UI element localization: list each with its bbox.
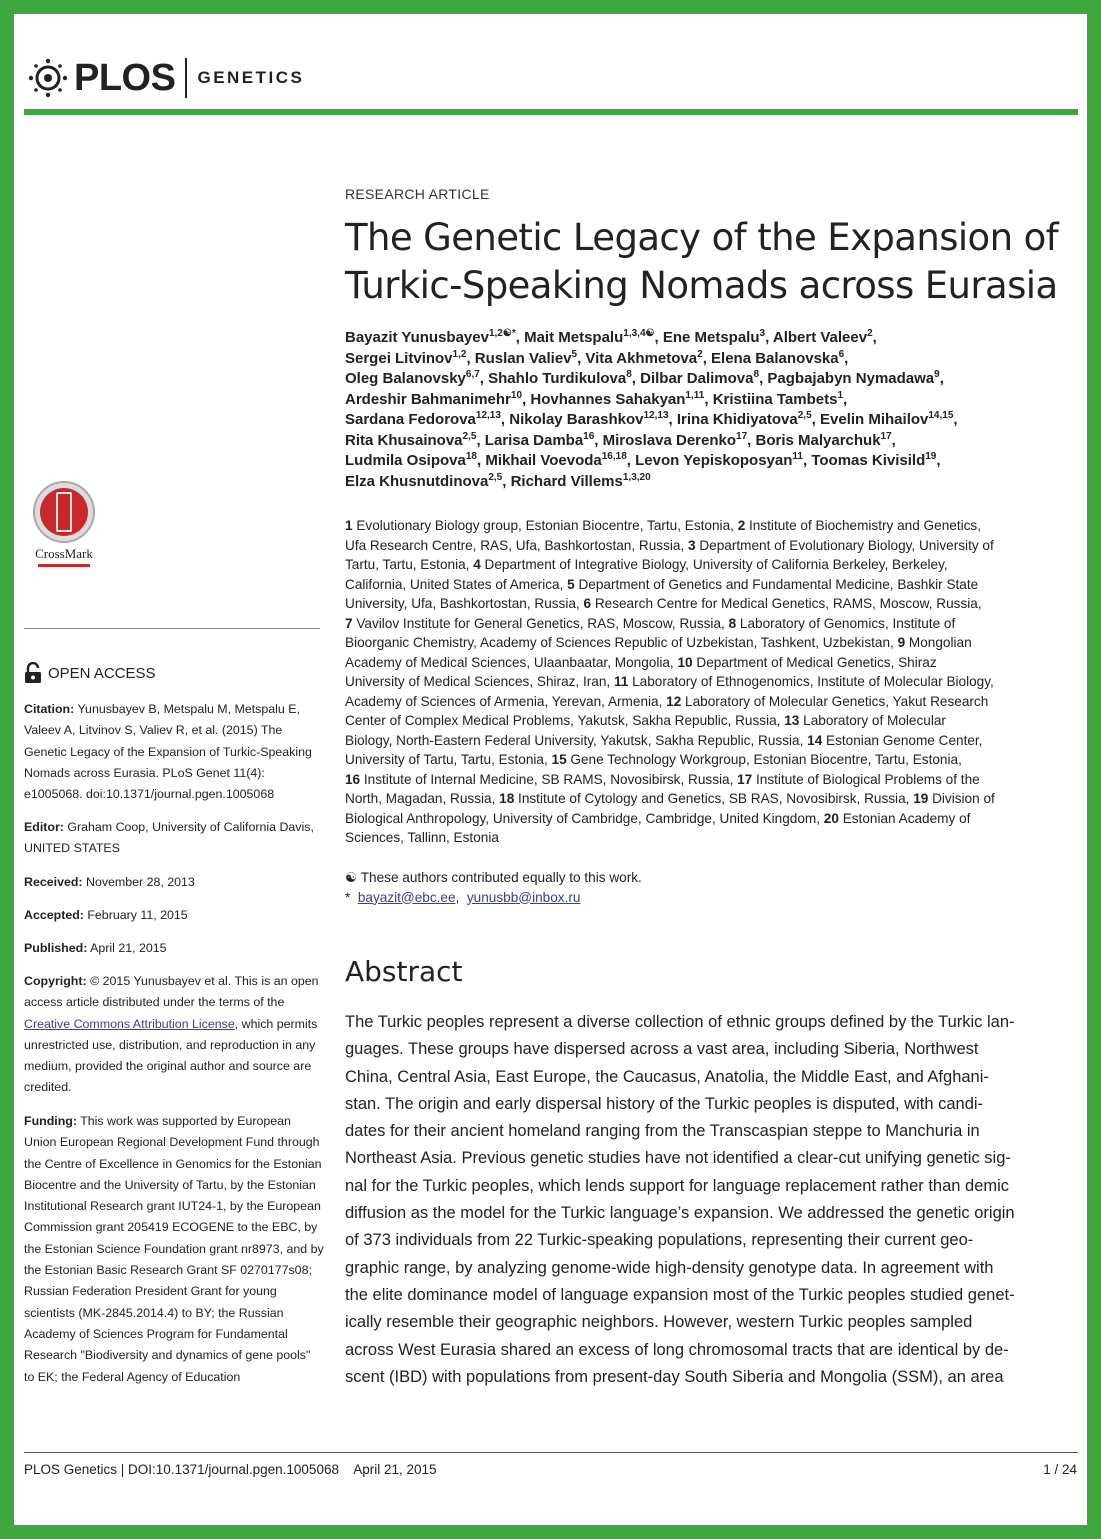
author-affiliation-marker: 10 — [510, 389, 523, 401]
author-name[interactable]: Elza Khusnutdinova$^{2,5}$ — [345, 471, 503, 490]
author-affiliation-marker: 17 — [880, 430, 892, 442]
abstract-line: Northeast Asia. Previous genetic studies have not identified a clear-cut unifying genetic sig- — [345, 1149, 1011, 1168]
author-affiliation-marker: 2,5 — [488, 471, 503, 483]
affiliation-line: 1 Evolutionary Biology group, Estonian Biocentre, Tartu, Estonia, 2 Institute of Biochemistry and Genetics, — [345, 518, 981, 533]
logo-divider — [185, 58, 187, 98]
author-list — [345, 328, 1077, 492]
author-name[interactable]: Vita Akhmetova$^2$ — [585, 348, 703, 367]
author-affiliation-marker: 1,2 — [452, 348, 467, 360]
abstract-line: nal for the Turkic peoples, which lends support for language replacement rather than demic — [345, 1176, 1010, 1195]
author-affiliation-marker: 2 — [697, 348, 703, 360]
journal-name: GENETICS — [197, 68, 305, 87]
author-affiliation-marker: 5 — [571, 348, 578, 360]
author-name[interactable]: Sardana Fedorova$^{12,13}$ — [345, 410, 501, 428]
affiliation-line: 16 Institute of Internal Medicine, SB RAMS, Novosibirsk, Russia, 17 Institute of Biological Problems of the — [345, 771, 980, 787]
author-name[interactable]: Levon Yepiskoposyan$^{11}$ — [635, 451, 803, 469]
author-name[interactable]: Bayazit Yunusbayev$^{1,2☯*}$ — [345, 328, 516, 346]
affiliation-line: Center of Complex Medical Problems, Yakutsk, Sakha Republic, Russia, 13 Laboratory of Molecular — [345, 713, 946, 728]
affiliation-line: Bioorganic Chemistry, Academy of Sciences Republic of Uzbekistan, Tashkent, Uzbekistan, 9 Mongolian — [345, 635, 972, 650]
author-line: Sergei Litvinov$^{1,2}$, Ruslan Valiev$^5$, Vita Akhmetova$^2$, Elena Balanovska$^6$, — [345, 348, 849, 367]
article-type: RESEARCH ARTICLE — [345, 186, 490, 202]
author-affiliation-marker: 8 — [753, 369, 760, 380]
copyright-text: © 2015 Yunusbayev et al. This is an open access article distributed under the terms of the — [24, 974, 319, 1010]
author-affiliation-marker: 1,3,20 — [622, 471, 651, 483]
citation-label: Citation: — [24, 702, 75, 716]
crossmark-badge[interactable] — [28, 478, 104, 574]
author-name[interactable]: Nikolay Barashkov$^{12,13}$ — [509, 410, 669, 428]
open-access-badge — [24, 662, 156, 684]
publisher-name: PLOS — [74, 56, 176, 99]
copyright-block — [24, 971, 324, 1099]
abstract-line: ically resemble their geographic neighbors. However, western Turkic peoples sampled — [345, 1313, 973, 1332]
author-line: Bayazit Yunusbayev$^{1,2☯*}$, Mait Metspalu$^{1,3,4☯}$, Ene Metspalu$^3$, Albert Valeev$^2$, — [345, 328, 877, 346]
affiliation-line: Sciences, Tallinn, Estonia — [345, 830, 499, 845]
abstract-line: diffusion as the model for the Turkic language’s expansion. We addressed the genetic origin — [345, 1204, 1015, 1223]
abstract-line: guages. These groups have dispersed across a vast area, including Siberia, Northwest — [345, 1040, 979, 1059]
author-affiliation-marker: 12,13 — [475, 410, 501, 421]
asterisk-marker: * — [345, 889, 358, 905]
crossmark-icon — [28, 478, 104, 574]
abstract-line: scent (IBD) with populations from present-day South Siberia and Mongolia (SSM), an area — [345, 1367, 1004, 1386]
author-name[interactable]: Oleg Balanovsky$^{6,7}$ — [345, 369, 480, 387]
crossmark-label: CrossMark — [35, 546, 93, 561]
equal-contribution-note: ☯ These authors contributed equally to this work. — [345, 870, 642, 885]
author-name[interactable]: Evelin Mihailov$^{14,15}$ — [820, 410, 954, 428]
journal-logo[interactable] — [28, 52, 304, 104]
author-name[interactable]: Sergei Litvinov$^{1,2}$ — [345, 348, 467, 367]
author-name[interactable]: Ludmila Osipova$^{18}$ — [345, 451, 477, 469]
author-name[interactable]: Rita Khusainova$^{2,5}$ — [345, 430, 477, 449]
affiliation-line: University of Tartu, Tartu, Estonia, 15 Gene Technology Workgroup, Estonian Biocentre, Tartu, Estonia, — [345, 752, 962, 767]
open-access-label: OPEN ACCESS — [48, 664, 156, 682]
received-date — [24, 872, 324, 893]
abstract-body — [345, 1009, 1077, 1391]
author-affiliation-marker: 1,11 — [685, 389, 705, 401]
author-line: Elza Khusnutdinova$^{2,5}$, Richard Villems$^{1,3,20}$ — [345, 471, 651, 490]
author-affiliation-marker: 2 — [867, 328, 873, 339]
abstract-heading: Abstract — [345, 955, 463, 988]
abstract-line: graphic range, by analyzing genome-wide high-density genotype data. In agreement with — [345, 1258, 994, 1277]
page-number: 1 / 24 — [1043, 1462, 1077, 1477]
editor-label: Editor: — [24, 820, 64, 834]
author-affiliation-marker: 2,5 — [797, 410, 812, 421]
author-name[interactable]: Shahlo Turdikulova$^8$ — [488, 369, 632, 387]
author-name[interactable]: Toomas Kivisild$^{19}$ — [811, 451, 937, 469]
abstract-line: the elite dominance model of language expansion most of the Turkic peoples studied genet- — [345, 1285, 1015, 1304]
affiliation-line: Biological Anthropology, University of Cambridge, Cambridge, United Kingdom, 20 Estonian Academy of — [345, 810, 971, 826]
copyright-label: Copyright: — [24, 974, 87, 988]
author-affiliation-marker: 1,2☯* — [488, 328, 516, 339]
funding-text: This work was supported by European Union European Regional Development Fund through the Centre of Excellence in Genomics for the Estonian Biocentre and the University of Tartu, by the Estonian Institutional Research grant IUT24-1, by the European Commission grant 205419 ECOGENE to the EBC, by the Estonian Science Foundation grant nr8973, and by the Estonian Basic Research Grant SF 0270177s08; Russian Federation President Grant for young scientists (MK-2845.2014.4) to BY; the Russian Academy of Sciences Program for Fundamental Research "Biodiversity and dynamics of gene pools" to EK; the Federal Agency of Education — [24, 1114, 324, 1384]
title-line: The Genetic Legacy of the Expansion of — [345, 216, 1059, 259]
author-name[interactable]: Pagbajabyn Nymadawa$^9$ — [767, 369, 940, 387]
open-lock-icon — [24, 662, 42, 684]
author-line: Sardana Fedorova$^{12,13}$, Nikolay Barashkov$^{12,13}$, Irina Khidiyatova$^{2,5}$, Evelin Mihailov$^{14,15}$, — [345, 410, 958, 428]
author-affiliation-marker: 3 — [759, 328, 766, 339]
author-affiliation-marker: 6,7 — [465, 369, 480, 380]
published-label: Published: — [24, 941, 88, 955]
received-label: Received: — [24, 875, 83, 889]
author-affiliation-marker: 17 — [736, 430, 748, 442]
author-name[interactable]: Mikhail Voevoda$^{16,18}$ — [485, 451, 627, 469]
plos-logo-icon — [28, 58, 68, 98]
author-name[interactable]: Elena Balanovska$^6$ — [711, 348, 845, 367]
author-name[interactable]: Richard Villems$^{1,3,20}$ — [510, 471, 651, 490]
author-name[interactable]: Dilbar Dalimova$^8$ — [640, 369, 760, 387]
citation-text: Yunusbayev B, Metspalu M, Metspalu E, Valeev A, Litvinov S, Valiev R, et al. (2015) The Genetic Legacy of the Expansion of Turkic-Speaking Nomads across Eurasia. PLoS Genet 11(4): e1005068. doi:10.1371/journal.pgen.1005068 — [24, 702, 312, 802]
author-affiliation-marker: 2,5 — [462, 430, 477, 442]
funding-block — [24, 1111, 324, 1388]
author-affiliation-marker: 8 — [626, 369, 632, 380]
email-link[interactable]: yunusbb@inbox.ru — [466, 889, 581, 905]
header-rule — [24, 109, 1078, 115]
author-notes — [345, 868, 1077, 907]
affiliations — [345, 516, 1077, 848]
published-value: April 21, 2015 — [87, 941, 167, 955]
affiliation-line: University, Ufa, Bashkortostan, Russia, 6 Research Centre for Medical Genetics, RAMS, Moscow, Russia, — [345, 596, 982, 611]
affiliation-line: California, United States of America, 5 Department of Genetics and Fundamental Medicine, Bashkir State — [345, 576, 979, 592]
affiliation-line: North, Magadan, Russia, 18 Institute of Cytology and Genetics, SB RAS, Novosibirsk, Russia, 19 Division of — [345, 791, 995, 806]
copyright-text: , which permits unrestricted use, distribution, and reproduction in any medium, provided the original author and source are credited. — [24, 1016, 318, 1095]
funding-label: Funding: — [24, 1114, 77, 1128]
author-affiliation-marker: 1 — [837, 389, 844, 401]
footer-citation: PLOS Genetics | DOI:10.1371/journal.pgen.1005068 April 21, 2015 — [24, 1462, 437, 1477]
accepted-label: Accepted: — [24, 908, 84, 922]
author-name[interactable]: Miroslava Derenko$^{17}$ — [602, 430, 748, 449]
editor-block — [24, 817, 324, 860]
author-affiliation-marker: 9 — [934, 369, 940, 380]
author-name[interactable]: Ardeshir Bahmanimehr$^{10}$ — [345, 389, 523, 408]
sidebar-rule — [24, 628, 320, 629]
affiliation-line: Biology, North-Eastern Federal University, Yakutsk, Sakha Republic, Russia, 14 Estonian Genome Center, — [345, 732, 983, 748]
corresponding-emails: * bayazit@ebc.ee, yunusbb@inbox.ru — [345, 889, 581, 905]
received-value: November 28, 2013 — [82, 875, 195, 889]
affiliation-line: University of Medical Sciences, Shiraz, Iran, 11 Laboratory of Ethnogenomics, Institute of Molecular Biology, — [345, 674, 994, 689]
affiliation-line: 7 Vavilov Institute for General Genetics, RAS, Moscow, Russia, 8 Laboratory of Genomics, Institute of — [345, 615, 956, 631]
author-name[interactable]: Hovhannes Sahakyan$^{1,11}$ — [530, 389, 705, 408]
editor-text: Graham Coop, University of California Davis, UNITED STATES — [24, 820, 314, 856]
author-affiliation-marker: 16,18 — [601, 451, 627, 462]
accepted-date — [24, 905, 324, 926]
author-name[interactable]: Boris Malyarchuk$^{17}$ — [755, 430, 892, 449]
author-affiliation-marker: 14,15 — [928, 410, 954, 421]
affiliation-line: Ufa Research Centre, RAS, Ufa, Bashkortostan, Russia, 3 Department of Evolutionary Biology, University of — [345, 537, 994, 553]
abstract-line: of 373 individuals from 22 Turkic-speaking populations, representing their current geo- — [345, 1231, 974, 1250]
abstract-line: China, Central Asia, East Europe, the Caucasus, Anatolia, the Middle East, and Afghani- — [345, 1067, 989, 1086]
author-name[interactable]: Kristiina Tambets$^1$ — [712, 389, 844, 408]
author-name[interactable]: Ene Metspalu$^3$ — [662, 328, 766, 346]
author-affiliation-marker: 18 — [465, 451, 477, 462]
author-affiliation-marker: 19 — [925, 451, 937, 462]
affiliation-line: Tartu, Tartu, Estonia, 4 Department of Integrative Biology, University of California Berkeley, Berkeley, — [345, 557, 948, 572]
author-line: Ludmila Osipova$^{18}$, Mikhail Voevoda$^{16,18}$, Levon Yepiskoposyan$^{11}$, Toomas Kivisild$^{19}$, — [345, 451, 941, 469]
published-date — [24, 938, 324, 959]
author-line: Rita Khusainova$^{2,5}$, Larisa Damba$^{16}$, Miroslava Derenko$^{17}$, Boris Malyarchuk$^{17}$, — [345, 430, 896, 449]
license-link[interactable]: Creative Commons Attribution License — [24, 1016, 235, 1031]
author-name[interactable]: Albert Valeev$^2$ — [772, 328, 873, 346]
article-title — [345, 214, 1077, 310]
author-affiliation-marker: 1,3,4☯ — [623, 328, 655, 339]
abstract-line: dates for their ancient homeland ranging from the Transcaspian steppe to Manchuria in — [345, 1122, 980, 1141]
footer-rule — [24, 1452, 1078, 1453]
author-line: Oleg Balanovsky$^{6,7}$, Shahlo Turdikulova$^8$, Dilbar Dalimova$^8$, Pagbajabyn Nymadawa$^9$, — [345, 369, 944, 387]
abstract-line: across West Eurasia shared an excess of long chromosomal tracts that are identical by de- — [345, 1340, 1009, 1359]
affiliation-line: Academy of Medical Sciences, Ulaanbaatar, Mongolia, 10 Department of Medical Genetics, Shiraz — [345, 654, 937, 670]
abstract-line: stan. The origin and early dispersal history of the Turkic peoples is disputed, with candi- — [345, 1094, 984, 1113]
email-link[interactable]: bayazit@ebc.ee — [357, 889, 456, 905]
author-affiliation-marker: 6 — [838, 348, 845, 360]
abstract-line: The Turkic peoples represent a diverse collection of ethnic groups defined by the Turkic lan- — [345, 1013, 1015, 1031]
author-line: Ardeshir Bahmanimehr$^{10}$, Hovhannes Sahakyan$^{1,11}$, Kristiina Tambets$^1$, — [345, 389, 848, 408]
affiliation-line: Academy of Sciences of Armenia, Yerevan, Armenia, 12 Laboratory of Molecular Genetics, Yakut Research — [345, 693, 989, 709]
title-line: Turkic-Speaking Nomads across Eurasia — [345, 264, 1058, 307]
author-name[interactable]: Irina Khidiyatova$^{2,5}$ — [676, 410, 812, 428]
author-affiliation-marker: 16 — [583, 430, 595, 442]
author-affiliation-marker: 12,13 — [643, 410, 669, 421]
author-affiliation-marker: 11 — [792, 451, 803, 462]
author-name[interactable]: Larisa Damba$^{16}$ — [484, 430, 595, 449]
accepted-value: February 11, 2015 — [83, 908, 188, 922]
author-name[interactable]: Mait Metspalu$^{1,3,4☯}$ — [524, 328, 655, 346]
citation-block — [24, 699, 324, 805]
author-name[interactable]: Ruslan Valiev$^5$ — [474, 348, 578, 367]
